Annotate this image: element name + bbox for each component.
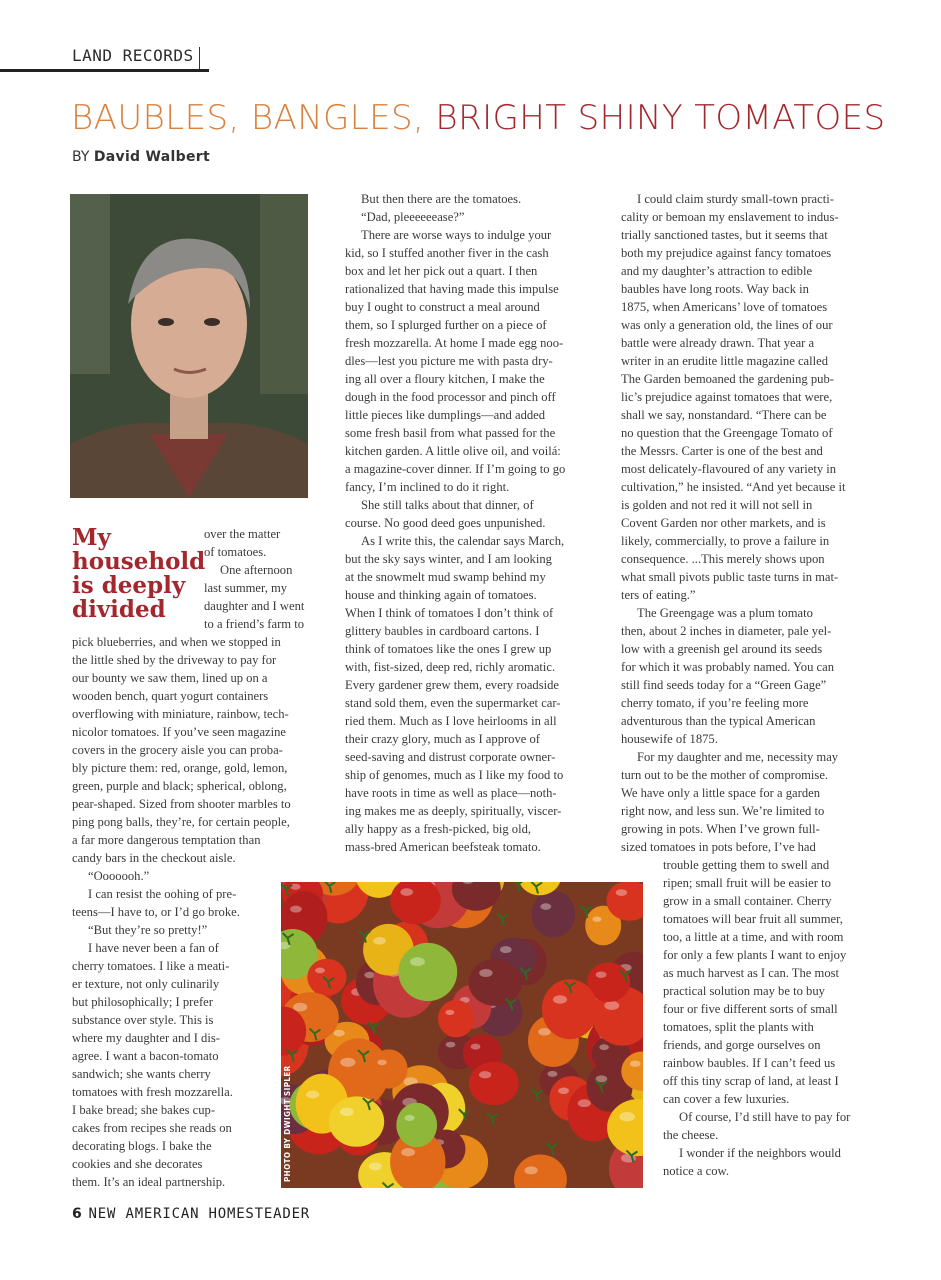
text-line: think of tomatoes like the ones I grew up xyxy=(345,642,552,656)
text-line: dough in the food processor and pinch off xyxy=(345,390,556,404)
text-line: at the snowmelt mud swamp behind my xyxy=(345,570,546,584)
text-line: kid, so I stuffed another fiver in the cash xyxy=(345,246,549,260)
text-line: most delicately-flavoured of any variety in xyxy=(621,462,837,476)
text-line: last summer, my xyxy=(204,581,288,595)
text-line: ing makes me as deeply, spiritually, viscer- xyxy=(345,804,562,818)
text-line: ping pong balls, they’re, for certain people, xyxy=(72,815,290,829)
text-line: kitchen garden. A little olive oil, and voilá: xyxy=(345,444,561,458)
text-line: right now, and less sun. We’re limited to xyxy=(621,804,825,818)
text-line: over the matter xyxy=(204,527,281,541)
text-line: sized tomatoes in pots before, I’ve had xyxy=(621,840,816,854)
author-name: David Walbert xyxy=(93,149,210,165)
text-line: for which it was probably named. You can xyxy=(621,660,835,674)
text-line: grow in a small container. Cherry xyxy=(663,894,832,908)
text-line: bly picture them: red, orange, gold, lemon, xyxy=(72,761,288,775)
text-line: friends, and gorge ourselves on xyxy=(663,1038,821,1052)
text-line: sandwich; she wants cherry xyxy=(72,1067,211,1081)
column-1-bottom xyxy=(72,867,272,1191)
text-line: what small pivots public taste turns in mat- xyxy=(621,570,839,584)
photo-credit: PHOTO BY DWIGHT SIPLER xyxy=(283,1065,292,1182)
text-line: battle were already drawn. That year a xyxy=(621,336,815,350)
text-line: but the sky says winter, and I am looking xyxy=(345,552,552,566)
headline-part-2: BRIGHT SHINY TOMATOES xyxy=(435,98,886,138)
text-line: I can resist the oohing of pre- xyxy=(88,887,237,901)
text-line: As I write this, the calendar says March, xyxy=(361,534,565,548)
text-line: ripen; small fruit will be easier to xyxy=(663,876,831,890)
text-line: teens—I have to, or I’d go broke. xyxy=(72,905,240,919)
text-line: ship of genomes, much as I like my food to xyxy=(345,768,564,782)
text-line: to a friend’s farm to xyxy=(204,617,305,631)
text-line: baubles have long roots. Way back in xyxy=(621,282,809,296)
text-line: low with a greenish gel around its seeds xyxy=(621,642,823,656)
pull-quote-line: divided xyxy=(72,596,166,623)
text-line: no question that the Greengage Tomato of xyxy=(621,426,833,440)
text-line: too, a little at a time, and with room xyxy=(663,930,844,944)
text-line: as much harvest as I can. The most xyxy=(663,966,840,980)
column-2 xyxy=(345,190,595,856)
tomato-photo xyxy=(281,882,643,1188)
text-line: We have only a little space for a garden xyxy=(621,786,820,800)
text-line: ing all over a floury kitchen, I make the xyxy=(345,372,545,386)
text-line: ally happy as a fresh-picked, big old, xyxy=(345,822,532,836)
text-line: I have never been a fan of xyxy=(88,941,219,955)
text-line: cultivation,” he insisted. “And yet because it xyxy=(621,480,846,494)
text-line: then, about 2 inches in diameter, pale yel- xyxy=(621,624,832,638)
text-line: er texture, not only culinarily xyxy=(72,977,220,991)
column-3-bottom xyxy=(663,856,873,1180)
text-line: of tomatoes. xyxy=(204,545,267,559)
page-number: 6 xyxy=(72,1206,83,1222)
text-line: Covent Garden nor other markets, and is xyxy=(621,516,826,530)
text-line: the cheese. xyxy=(663,1128,719,1142)
text-line: fancy, I’m inclined to do it right. xyxy=(345,480,510,494)
text-line: lic’s prejudice against tomatoes that were, xyxy=(621,390,833,404)
page-footer xyxy=(72,1206,310,1222)
text-line: rainbow baubles. If I can’t feed us xyxy=(663,1056,836,1070)
text-line: Every gardener grew them, every roadside xyxy=(345,678,559,692)
text-line: rationalized that having made this impulse xyxy=(345,282,559,296)
text-line: have roots in time as well as place—noth- xyxy=(345,786,557,800)
text-line: cherry tomatoes. I like a meati- xyxy=(72,959,230,973)
pull-quote-line: is deeply xyxy=(72,572,186,599)
text-line: cakes from recipes she reads on xyxy=(72,1121,232,1135)
text-line: agree. I want a bacon-tomato xyxy=(72,1049,219,1063)
text-line: tomatoes, split the plants with xyxy=(663,1020,814,1034)
text-line: and my daughter’s attraction to edible xyxy=(621,264,813,278)
text-line: covers in the grocery aisle you can proba- xyxy=(72,743,283,757)
text-line: housewife of 1875. xyxy=(621,732,718,746)
text-line: mass-bred American beefsteak tomato. xyxy=(345,840,541,854)
section-divider xyxy=(199,47,200,69)
article-headline xyxy=(71,98,886,138)
text-line: them, so I splurged further on a piece of xyxy=(345,318,547,332)
text-line: dles—lest you picture me with pasta dry- xyxy=(345,354,553,368)
text-line: She still talks about that dinner, of xyxy=(361,498,534,512)
text-line: trially sanctioned tastes, but it seems that xyxy=(621,228,828,242)
text-line: consequence. ...This merely shows upon xyxy=(621,552,825,566)
text-line: adventurous than the typical American xyxy=(621,714,816,728)
text-line: 1875, when Americans’ love of tomatoes xyxy=(621,300,828,314)
magazine-name: NEW AMERICAN HOMESTEADER xyxy=(88,1206,311,1222)
text-line: still find seeds today for a “Green Gage” xyxy=(621,678,827,692)
text-line: pick blueberries, and when we stopped in xyxy=(72,635,281,649)
pull-quote-line: My xyxy=(72,524,111,551)
text-line: I wonder if the neighbors would xyxy=(679,1146,841,1160)
text-line: I could claim sturdy small-town practi- xyxy=(637,192,834,206)
pull-quote xyxy=(72,526,205,622)
text-line: The Greengage was a plum tomato xyxy=(637,606,813,620)
text-line: overflowing with miniature, rainbow, tech- xyxy=(72,707,289,721)
text-line: I bake bread; she bakes cup- xyxy=(72,1103,216,1117)
text-line: can cover a few luxuries. xyxy=(663,1092,790,1106)
author-portrait-image xyxy=(70,194,308,498)
column-3 xyxy=(621,190,873,856)
text-line: the little shed by the driveway to pay for xyxy=(72,653,277,667)
headline-part-1: BAUBLES, BANGLES, xyxy=(71,98,436,138)
text-line: house and thinking again of tomatoes. xyxy=(345,588,537,602)
text-line: substance over style. This is xyxy=(72,1013,214,1027)
text-line: trouble getting them to swell and xyxy=(663,858,830,872)
text-line: but philosophically; I prefer xyxy=(72,995,213,1009)
text-line: Of course, I’d still have to pay for xyxy=(679,1110,851,1124)
pull-quote-line: household xyxy=(72,548,206,575)
text-line: green, purple and black; spherical, oblong, xyxy=(72,779,287,793)
author-photo xyxy=(70,194,308,498)
text-line: a far more dangerous temptation than xyxy=(72,833,261,847)
text-line: likely, commercially, to prove a failure in xyxy=(621,534,830,548)
text-line: the Messrs. Carter is one of the best and xyxy=(621,444,823,458)
text-line: ried them. Much as I love heirlooms in all xyxy=(345,714,557,728)
text-line: candy bars in the checkout aisle. xyxy=(72,851,236,865)
text-line: buy I ought to construct a meal around xyxy=(345,300,540,314)
text-line: turn out to be the mother of compromise. xyxy=(621,768,829,782)
text-line: is golden and not red it will not sell in xyxy=(621,498,813,512)
text-line: our bounty we saw them, lined up on a xyxy=(72,671,268,685)
text-line: “Ooooooh.” xyxy=(88,869,150,883)
text-line: course. No good deed goes unpunished. xyxy=(345,516,546,530)
text-line: cality or bemoan my enslavement to indus- xyxy=(621,210,839,224)
text-line: wooden bench, quart yogurt containers xyxy=(72,689,269,703)
text-line: a magazine-cover dinner. If I’m going to go xyxy=(345,462,566,476)
text-line: “But they’re so pretty!” xyxy=(88,923,208,937)
text-line: tomatoes will bear fruit all summer, xyxy=(663,912,843,926)
text-line: both my prejudice against fancy tomatoes xyxy=(621,246,832,260)
column-1-body xyxy=(72,633,327,867)
text-line: was only a generation old, the lines of our xyxy=(621,318,833,332)
text-line: cherry tomato, if you’re feeling more xyxy=(621,696,809,710)
text-line: fresh mozzarella. At home I made egg noo- xyxy=(345,336,564,350)
text-line: There are worse ways to indulge your xyxy=(361,228,552,242)
text-line: little pieces like dumplings—and added xyxy=(345,408,546,422)
column-1-top xyxy=(204,525,326,633)
text-line: their crazy glory, much as I approve of xyxy=(345,732,541,746)
text-line: writer in an erudite little magazine called xyxy=(621,354,829,368)
text-line: ters of eating.” xyxy=(621,588,696,602)
text-line: The Garden bemoaned the gardening pub- xyxy=(621,372,834,386)
text-line: pear-shaped. Sized from shooter marbles to xyxy=(72,797,291,811)
byline xyxy=(72,149,210,165)
text-line: notice a cow. xyxy=(663,1164,729,1178)
text-line: stand sold them, even the supermarket car- xyxy=(345,696,561,710)
text-line: When I think of tomatoes I don’t think of xyxy=(345,606,554,620)
section-label: LAND RECORDS xyxy=(72,46,194,65)
text-line: nicolor tomatoes. If you’ve seen magazine xyxy=(72,725,287,739)
text-line: practical solution may be to buy xyxy=(663,984,825,998)
text-line: shall we say, nonstandard. “There can be xyxy=(621,408,827,422)
text-line: with, fist-sized, deep red, richly aromatic. xyxy=(345,660,556,674)
text-line: growing in pots. When I’ve grown full- xyxy=(621,822,820,836)
text-line: them. It’s an ideal partnership. xyxy=(72,1175,226,1189)
section-rule xyxy=(0,69,209,72)
text-line: where my daughter and I dis- xyxy=(72,1031,220,1045)
text-line: box and let her pick out a quart. I then xyxy=(345,264,538,278)
text-line: four or five different sorts of small xyxy=(663,1002,838,1016)
text-line: for only a few plants I want to enjoy xyxy=(663,948,847,962)
text-line: tomatoes with fresh mozzarella. xyxy=(72,1085,233,1099)
text-line: glittery baubles in cardboard cartons. I xyxy=(345,624,540,638)
text-line: “Dad, pleeeeeease?” xyxy=(361,210,465,224)
cherry-tomatoes-image xyxy=(281,882,643,1188)
text-line: some fresh basil from what passed for the xyxy=(345,426,556,440)
text-line: seed-saving and distrust corporate owner- xyxy=(345,750,556,764)
text-line: decorating blogs. I bake the xyxy=(72,1139,212,1153)
byline-prefix: BY xyxy=(72,149,90,165)
text-line: One afternoon xyxy=(220,563,293,577)
text-line: daughter and I went xyxy=(204,599,305,613)
text-line: cookies and she decorates xyxy=(72,1157,203,1171)
text-line: But then there are the tomatoes. xyxy=(361,192,522,206)
text-line: For my daughter and me, necessity may xyxy=(637,750,839,764)
text-line: off this tiny scrap of land, at least I xyxy=(663,1074,839,1088)
